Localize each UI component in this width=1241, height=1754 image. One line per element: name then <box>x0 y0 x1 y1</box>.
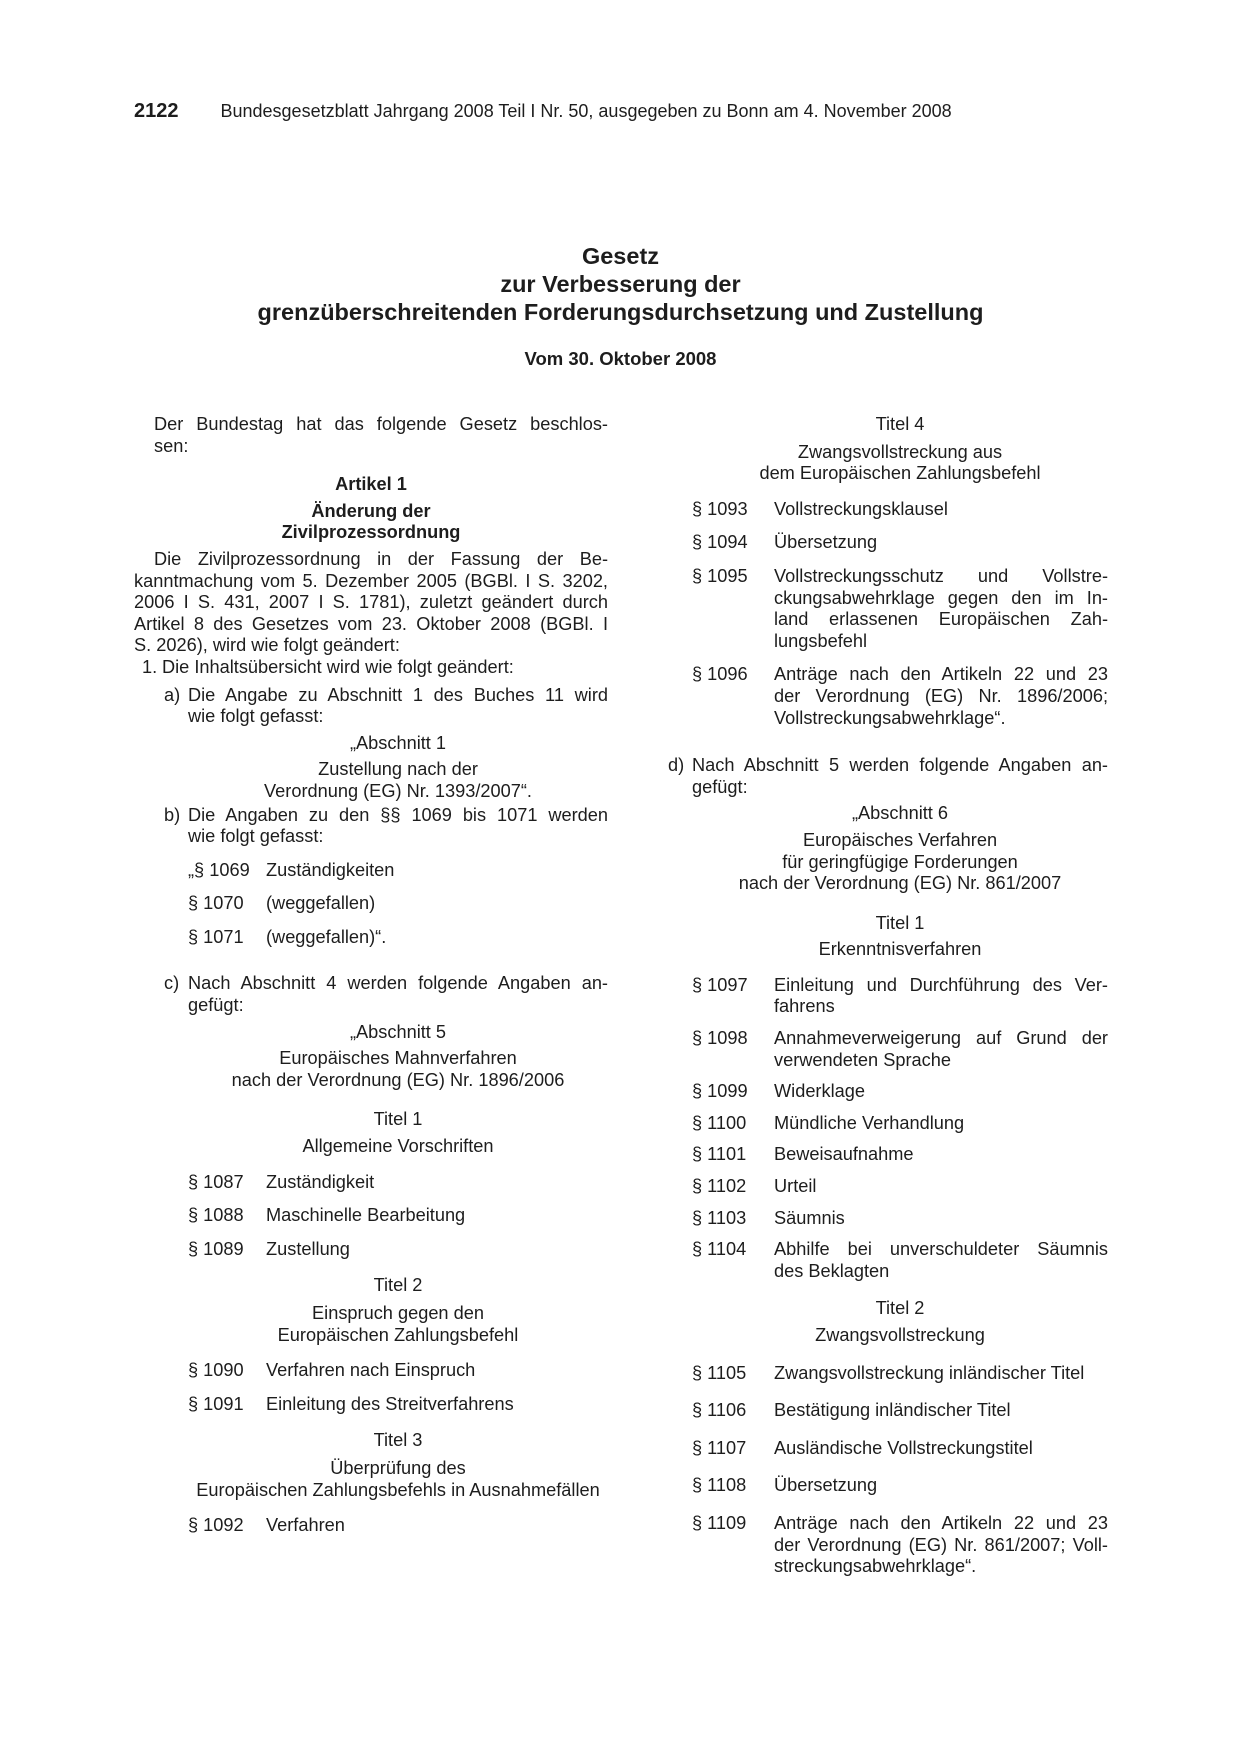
list-marker: b) <box>164 804 181 825</box>
text-line: Die Zivilprozessordnung in der Fassung der Be- <box>154 548 608 569</box>
text-line: Nach Abschnitt 4 werden folgende Angaben an- <box>188 973 608 994</box>
list-marker: 1. <box>142 656 158 677</box>
section-entry <box>692 1081 1108 1103</box>
section-list <box>188 1360 608 1415</box>
section-label: Widerklage <box>774 1081 865 1102</box>
article-heading: Artikel 1 <box>335 474 407 495</box>
section-label: Anträge nach den Artikeln 22 und 23 <box>774 664 1108 685</box>
text-line: Die Angaben zu den §§ 1069 bis 1071 werden <box>188 804 608 825</box>
section-entry <box>692 1176 1108 1198</box>
section-number: § 1102 <box>692 1176 747 1197</box>
abschnitt-title-line: nach der Verordnung (EG) Nr. 861/2007 <box>738 873 1062 894</box>
list-item-b <box>134 805 608 848</box>
law-title-line: grenzüberschreitenden Forderungsdurchsetzung und Zustellung <box>257 299 984 325</box>
article-body <box>134 549 608 657</box>
section-label: der Verordnung (EG) Nr. 1896/2006; <box>774 685 1108 706</box>
section-entry <box>692 975 1108 1018</box>
section-number: § 1103 <box>692 1207 747 1228</box>
section-entry <box>188 860 608 882</box>
section-label: Abhilfe bei unverschuldeter Säumnis <box>774 1239 1108 1260</box>
section-number: § 1109 <box>692 1512 747 1533</box>
section-label: Anträge nach den Artikeln 22 und 23 <box>774 1512 1108 1533</box>
titel-heading: Titel 3 <box>373 1430 423 1451</box>
titel-heading: Titel 2 <box>875 1298 925 1319</box>
section-number: § 1107 <box>692 1437 747 1458</box>
text-line: Artikel 8 des Gesetzes vom 23. Oktober 2008 (BGBl. I <box>134 613 608 634</box>
text-line: gefügt: <box>692 776 748 797</box>
section-list <box>134 860 608 949</box>
abschnitt-title-line: für geringfügige Forderungen <box>782 851 1018 872</box>
section-entry <box>692 1144 1108 1166</box>
titel-name: Europäischen Zahlungsbefehl <box>277 1324 519 1345</box>
abschnitt-title-line: Europäisches Mahnverfahren <box>279 1048 517 1069</box>
section-number: § 1091 <box>188 1393 244 1414</box>
section-number: § 1070 <box>188 893 244 914</box>
abschnitt-heading: „Abschnitt 5 <box>349 1021 447 1042</box>
section-number: § 1096 <box>692 664 748 685</box>
law-title <box>0 242 1241 326</box>
section-label: des Beklagten <box>774 1260 890 1281</box>
right-column <box>668 414 1108 1578</box>
section-number: § 1094 <box>692 532 748 553</box>
text-line: Nach Abschnitt 5 werden folgende Angaben an- <box>692 755 1108 776</box>
section-label: Verfahren nach Einspruch <box>266 1360 476 1381</box>
section-number: § 1097 <box>692 974 748 995</box>
section-entry <box>692 1239 1108 1282</box>
section-number: § 1101 <box>692 1144 747 1165</box>
text-line: kanntmachung vom 5. Dezember 2005 (BGBl. I S. 3202, <box>134 570 608 591</box>
text-line: Die Angabe zu Abschnitt 1 des Buches 11 wird <box>188 684 608 705</box>
section-entry <box>188 927 608 949</box>
section-entry <box>188 1394 608 1416</box>
abschnitt-heading: „Abschnitt 6 <box>851 803 949 824</box>
section-entry <box>692 499 1108 521</box>
section-entry <box>692 1208 1108 1230</box>
list-marker: c) <box>164 973 180 994</box>
section-entry <box>188 1172 608 1194</box>
left-column <box>134 414 608 1537</box>
titel-name: Allgemeine Vorschriften <box>302 1136 494 1157</box>
titel-name: Erkenntnisverfahren <box>818 939 982 960</box>
titel-name: Zwangsvollstreckung aus <box>797 441 1003 462</box>
section-label: verwendeten Sprache <box>774 1049 951 1070</box>
section-label: Ausländische Vollstreckungstitel <box>774 1437 1033 1458</box>
section-label: Vollstreckungsabwehrklage“. <box>774 707 1006 728</box>
article-title-line: Änderung der <box>311 500 431 521</box>
section-label: fahrens <box>774 996 835 1017</box>
section-number: § 1088 <box>188 1205 244 1226</box>
titel-name: Zwangsvollstreckung <box>815 1325 985 1345</box>
section-label: der Verordnung (EG) Nr. 861/2007; Voll- <box>774 1534 1108 1555</box>
list-marker: a) <box>164 684 181 705</box>
section-label: Beweisaufnahme <box>774 1144 914 1165</box>
section-entry <box>692 1028 1108 1071</box>
law-title-line: zur Verbesserung der <box>500 271 741 297</box>
section-entry <box>692 1475 1108 1497</box>
section-entry <box>692 1113 1108 1135</box>
section-number: § 1090 <box>188 1360 244 1381</box>
section-label: ckungsabwehrklage gegen den im In- <box>774 587 1108 608</box>
list-marker: d) <box>668 755 685 776</box>
page-number: 2122 <box>134 100 179 122</box>
running-header <box>134 100 1034 123</box>
section-list <box>692 1363 1108 1578</box>
text-line: wie folgt gefasst: <box>188 706 324 727</box>
section-entry <box>188 1360 608 1382</box>
section-entry <box>692 1363 1108 1385</box>
section-label: Bestätigung inländischer Titel <box>774 1400 1011 1421</box>
section-number: § 1105 <box>692 1362 747 1383</box>
section-number: § 1089 <box>188 1238 244 1259</box>
titel-heading: Titel 1 <box>875 912 925 933</box>
section-entry <box>188 893 608 915</box>
section-entry <box>188 1239 608 1261</box>
text-line: S. 2026), wird wie folgt geändert: <box>134 635 400 656</box>
law-date: Vom 30. Oktober 2008 <box>524 348 717 369</box>
section-entry <box>188 1205 608 1227</box>
section-label: Zuständigkeit <box>266 1171 375 1192</box>
intro-paragraph <box>134 414 608 457</box>
section-list <box>692 975 1108 1283</box>
section-entry <box>692 1400 1108 1422</box>
section-number: § 1100 <box>692 1112 747 1133</box>
abschnitt-title-line: Europäisches Verfahren <box>802 829 998 850</box>
section-number: § 1099 <box>692 1081 748 1102</box>
section-list <box>188 1172 608 1261</box>
section-label: streckungsabwehrklage“. <box>774 1556 977 1577</box>
abschnitt-title-line: nach der Verordnung (EG) Nr. 1896/2006 <box>231 1069 565 1090</box>
abschnitt-block <box>668 803 1108 1577</box>
abschnitt-title-line: Zustellung nach der <box>318 759 478 780</box>
section-label: Verfahren <box>266 1515 345 1536</box>
section-number: § 1098 <box>692 1028 748 1049</box>
section-label: Zwangsvollstreckung inländischer Titel <box>774 1362 1085 1383</box>
titel-heading: Titel 1 <box>373 1109 423 1130</box>
law-title-line: Gesetz <box>581 243 660 269</box>
titel-heading: Titel 4 <box>875 414 925 434</box>
abschnitt-block <box>134 733 608 803</box>
section-label: Vollstreckungsklausel <box>774 498 948 519</box>
list-text: Die Inhaltsübersicht wird wie folgt geändert: <box>162 656 514 677</box>
section-number: § 1104 <box>692 1239 747 1260</box>
section-label: Mündliche Verhandlung <box>774 1112 965 1133</box>
section-number: § 1071 <box>188 926 244 947</box>
running-title: Bundesgesetzblatt Jahrgang 2008 Teil I Nr. 50, ausgegeben zu Bonn am 4. November 2008 <box>220 101 952 121</box>
titel-name: Überprüfung des <box>330 1457 466 1478</box>
section-label: lungsbefehl <box>774 630 868 651</box>
section-label: land erlassenen Europäischen Zah- <box>774 609 1108 630</box>
titel-name: Europäischen Zahlungsbefehls in Ausnahmefällen <box>196 1479 600 1500</box>
titel-heading: Titel 2 <box>373 1275 423 1296</box>
section-label: Übersetzung <box>774 532 878 553</box>
list-item-d <box>668 755 1108 798</box>
abschnitt-block <box>134 1022 608 1537</box>
text-line: Der Bundestag hat das folgende Gesetz beschlos- <box>154 414 608 434</box>
list-item-c <box>134 973 608 1016</box>
text-line: gefügt: <box>188 995 244 1016</box>
abschnitt-heading: „Abschnitt 1 <box>349 732 447 753</box>
section-entry <box>692 532 1108 554</box>
titel-name: Einspruch gegen den <box>312 1303 484 1323</box>
section-label: Säumnis <box>774 1207 845 1228</box>
section-entry <box>692 664 1108 729</box>
section-label: Urteil <box>774 1176 817 1197</box>
titel-block <box>668 414 1108 485</box>
section-entry <box>188 1515 608 1537</box>
section-label: Einleitung des Streitverfahrens <box>266 1393 514 1414</box>
section-list <box>188 1515 608 1537</box>
list-item-1 <box>134 657 608 679</box>
article-title-line: Zivilprozessordnung <box>281 522 461 543</box>
section-entry <box>692 566 1108 652</box>
section-number: § 1092 <box>188 1515 244 1536</box>
section-entry <box>692 1438 1108 1460</box>
section-entry <box>692 1513 1108 1578</box>
text-line: sen: <box>154 435 189 456</box>
section-list <box>668 499 1108 729</box>
section-label: (weggefallen) <box>266 893 376 914</box>
list-item-a <box>134 685 608 728</box>
section-label: Vollstreckungsschutz und Vollstre- <box>774 565 1108 586</box>
section-number: § 1106 <box>692 1400 747 1421</box>
section-label: Einleitung und Durchführung des Ver- <box>774 974 1108 995</box>
text-line: 2006 I S. 431, 2007 I S. 1781), zuletzt geändert durch <box>134 592 608 613</box>
section-label: Zuständigkeiten <box>266 859 395 880</box>
section-label: Maschinelle Bearbeitung <box>266 1205 466 1226</box>
section-label: Zustellung <box>266 1238 350 1259</box>
section-number: „§ 1069 <box>188 859 250 880</box>
section-number: § 1093 <box>692 498 748 519</box>
abschnitt-title-line: Verordnung (EG) Nr. 1393/2007“. <box>264 780 532 801</box>
section-label: Übersetzung <box>774 1475 878 1496</box>
section-number: § 1108 <box>692 1475 747 1496</box>
titel-name: dem Europäischen Zahlungsbefehl <box>759 463 1041 484</box>
section-label: (weggefallen)“. <box>266 926 387 947</box>
section-number: § 1095 <box>692 565 748 586</box>
section-label: Annahmeverweigerung auf Grund der <box>774 1028 1108 1049</box>
section-number: § 1087 <box>188 1171 244 1192</box>
text-line: wie folgt gefasst: <box>188 826 324 847</box>
